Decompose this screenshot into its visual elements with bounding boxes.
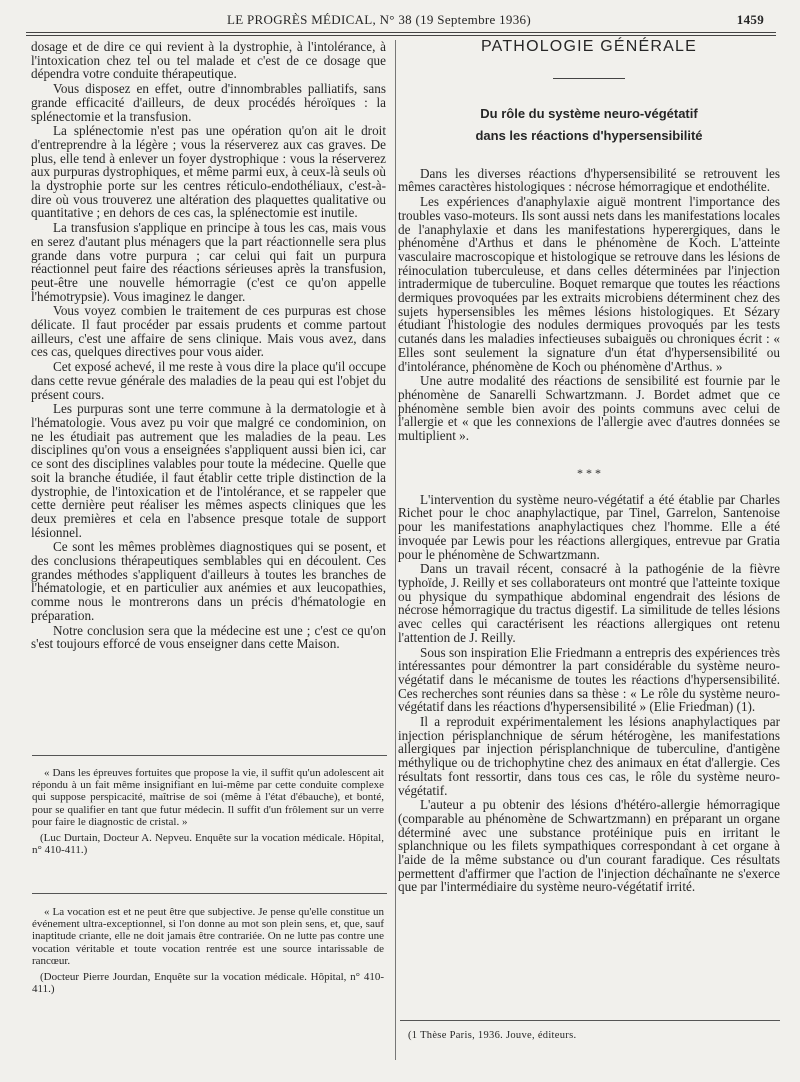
column-divider — [395, 40, 396, 1060]
left-paragraph: Vous disposez en effet, outre d'innombrables palliatifs, sans grande efficacité d'ailleurs, de deux procédés héroïques : la splénectomie et la transfusion. — [31, 81, 386, 124]
right-paragraph: Sous son inspiration Elie Friedmann a entrepris des expériences très intéressantes pour démontrer la part considérable du système neuro-végétatif dans le mécanisme de toutes les réactions d'hypersensibilité. Ces recherches sont réunies dans sa thèse : « Le rôle du système neuro-végétatif dans les réactions d'hypersensibilité » (Elie Friedman) (1). — [398, 644, 780, 715]
journal-title: LE PROGRÈS MÉDICAL, N° 38 (19 Septembre 1936) — [227, 12, 531, 27]
section-title: PATHOLOGIE GÉNÉRALE — [480, 38, 698, 55]
left-paragraph: Cet exposé achevé, il me reste à vous dire la place qu'il occupe dans cette revue générale des maladies de la peau qui est l'objet du présent cours. — [31, 359, 386, 402]
article-title — [398, 103, 780, 147]
quote-source: (Docteur Pierre Jourdan, Enquête sur la vocation médicale. Hôpital, n° 410-411.) — [32, 971, 384, 996]
left-paragraph: La splénectomie n'est pas une opération qu'on ait le droit d'entreprendre à la légère ; vous la réserverez aux cas graves. De plus, elle tend à enlever un foyer dystrophique : vous la réserverez aux purpuras dystrophiques, et même parmi eux, à ceux-là seuls où la dystrophie porte sur les centres réticulo-endothéliaux, c'est-à-dire où vous trouverez une altération des plaquettes qualitative ou quantitative ; en dehors de ces cas, la splénectomie est inutile. — [31, 123, 386, 221]
left-paragraph: Vous voyez combien le traitement de ces purpuras est chose délicate. Il faut procéder par essais prudents et comme partout ailleurs, c'est une affaire de sens clinique. Mais vous avez, dans ces cas, quelques directives pour vous aider. — [31, 303, 386, 360]
right-paragraph: Les expériences d'anaphylaxie aiguë montrent l'importance des troubles vaso-moteurs. Ils sont aussi nets dans les manifestations locales de l'anaphylaxie et dans les manifestations hyperergiques, dans le phénomène d'Arthus et dans le phénomène de Koch. L'atteinte vasculaire macroscopique et histologique se retrouve dans les lésions de réinoculation tuberculeuse, et dans celles déterminées par l'injection intradermique de tuberculine. Boquet remarque que toutes les réactions dermiques provoquées par les extraits microbiens déterminent chez des sujets hypersensibles les mêmes lésions histologiques. Et Sézary étudiant l'histologie des nodules dermiques provoqués par les tests cutanés dans les maladies infectieuses subaiguës ou chroniques écrit : « Elles sont seulement la signature d'un état d'hypersensibilité ou d'intolérance, phénomène de Koch ou phénomène d'Arthus. » — [398, 194, 780, 374]
title-rule — [553, 78, 625, 79]
left-column — [31, 40, 386, 652]
page-number: 1459 — [736, 12, 764, 27]
section-asterism: * * * — [577, 465, 601, 480]
article-title-line: Du rôle du système neuro-végétatif — [480, 105, 698, 121]
footnote-rule — [400, 1020, 780, 1021]
quote-text: « Dans les épreuves fortuites que propose la vie, il suffit qu'un adolescent ait répondu à un fait même insignifiant en lui-même par cette conduite complexe qui suppose perspicacité, maîtrise de soi (même à l'état d'ébauche), et bonté, pour se qualifier en tant que futur médecin. Il suffit d'un frôlement sur un verre pour faire le diagnostic de cristal. » — [32, 767, 384, 828]
left-paragraph: Les purpuras sont une terre commune à la dermatologie et à l'hématologie. Vous avez pu voir que malgré ce condominion, on ne les étudiait pas autrement que les maladies de la peau. Les disciplines qu'on vous a enseignées s'appliquent aussi bien ici, car ce sont des disciplines valables pour toute la médecine. Quelle que soit la branche étudiée, il faut établir cette triple distinction de la dystrophie, de l'intoxication et de l'intolérance, et se rappeler que cette dernière peut réaliser les mêmes aspects cliniques que les deux premières et cela en l'absence presque totale de support lésionnel. — [31, 401, 386, 540]
quote-jourdan — [32, 906, 384, 995]
quote-separator — [32, 755, 387, 756]
left-paragraph: Ce sont les mêmes problèmes diagnostiques qui se posent, et des conclusions thérapeutiques semblables qui en découlent. Ces grandes méthodes s'appliquent d'ailleurs à toutes les branches de l'hématologie, et en particulier aux anémies et aux leucopathies, comme nous le montrerons dans un précis d'hématologie en préparation. — [31, 539, 386, 623]
header-rule — [26, 32, 776, 36]
quote-durtain — [32, 767, 384, 856]
left-paragraph: dosage et de dire ce qui revient à la dystrophie, à l'intolérance, à l'intoxication chez tel ou tel malade et c'est de ce dosage que dépendra votre conduite thérapeutique. — [31, 39, 386, 82]
right-paragraph: Dans un travail récent, consacré à la pathogénie de la fièvre typhoïde, J. Reilly et ses collaborateurs ont montré que l'atteinte toxique ou physique du sympathique abdominal engendrait des lésions de nécrose hémorragique du tractus digestif. La similitude de telles lésions avec celles qui caractérisent les réactions allergiques ont retenu l'attention de J. Reilly. — [398, 561, 780, 645]
right-paragraph: L'auteur a pu obtenir des lésions d'hétéro-allergie hémorragique (comparable au phénomène de Schwartzmann) en préparant un organe déterminé avec une substance protéinique puis en irritant le splanchnique ou les filets sympathiques correspondant à cet organe à l'aide de la même substance ou d'un courant faradique. Ces résultats permettent d'affirmer que l'action de l'injection déchaînante ne s'exerce que par l'intermédiaire du système neuro-végétatif irrité. — [398, 797, 780, 895]
quote-source: (Luc Durtain, Docteur A. Nepveu. Enquête sur la vocation médicale. Hôpital, n° 410-411.) — [32, 832, 384, 857]
left-paragraph: Notre conclusion sera que la médecine est une ; c'est ce qu'on s'est toujours efforcé de vous enseigner dans cette Maison. — [31, 622, 386, 652]
running-header — [26, 10, 774, 30]
footnote: (1 Thèse Paris, 1936. Jouve, éditeurs. — [408, 1030, 577, 1041]
right-paragraph: Une autre modalité des réactions de sensibilité est fournie par le phénomène de Sanarelli Schwartzmann. J. Bordet admet que ce phénomène semble bien avoir des points communs avec celui de l'allergie et « que les connexions de l'allergie avec d'autres données se multiplient ». — [398, 373, 780, 444]
article-title-line: dans les réactions d'hypersensibilité — [475, 127, 703, 143]
right-paragraph: Il a reproduit expérimentalement les lésions anaphylactiques par injection périsplanchnique de sérum hétérogène, les manifestations allergiques par injection périsplanchnique de tuberculine, d'antigène méthylique ou de trichophytine chez des animaux en état d'allergie. Ces résultats font ressortir, dans tous ces cas, le rôle du système neuro-végétatif. — [398, 714, 780, 798]
right-column — [398, 40, 780, 895]
right-paragraph: Dans les diverses réactions d'hypersensibilité se retrouvent les mêmes caractères histologiques : nécrose hémorragique et endothélite. — [398, 165, 780, 195]
quote-separator — [32, 893, 387, 894]
right-paragraph: L'intervention du système neuro-végétatif a été établie par Charles Richet pour le choc anaphylactique, par Tinel, Garrelon, Santenoise pour les manifestations anaphylactiques chez l'homme. Elle a été invoquée par Lewis pour les réactions allergiques, entrevue par Gratia pour le phénomène de Schwartzmann. — [398, 491, 780, 562]
quote-text: « La vocation est et ne peut être que subjective. Je pense qu'elle constitue un événement ultra-exceptionnel, si l'on donne au mot son plein sens, et, que, sauf inaptitude criante, elle ne doit jamais être contrariée. On ne lutte pas contre une vocation véritable et toute vocation rentrée est une source intarissable de rancœur. — [32, 906, 384, 967]
left-paragraph: La transfusion s'applique en principe à tous les cas, mais vous en serez d'autant plus ménagers que la part réactionnelle sera plus grande dans votre purpura ; car celui qui fait un purpura réactionnel peut faire des réactions sérieuses après la transfusion, peut-être une nouvelle hémorragie (c'est ce qu'on appelle l'hémotrypsie). Vous imaginez le danger. — [31, 220, 386, 304]
